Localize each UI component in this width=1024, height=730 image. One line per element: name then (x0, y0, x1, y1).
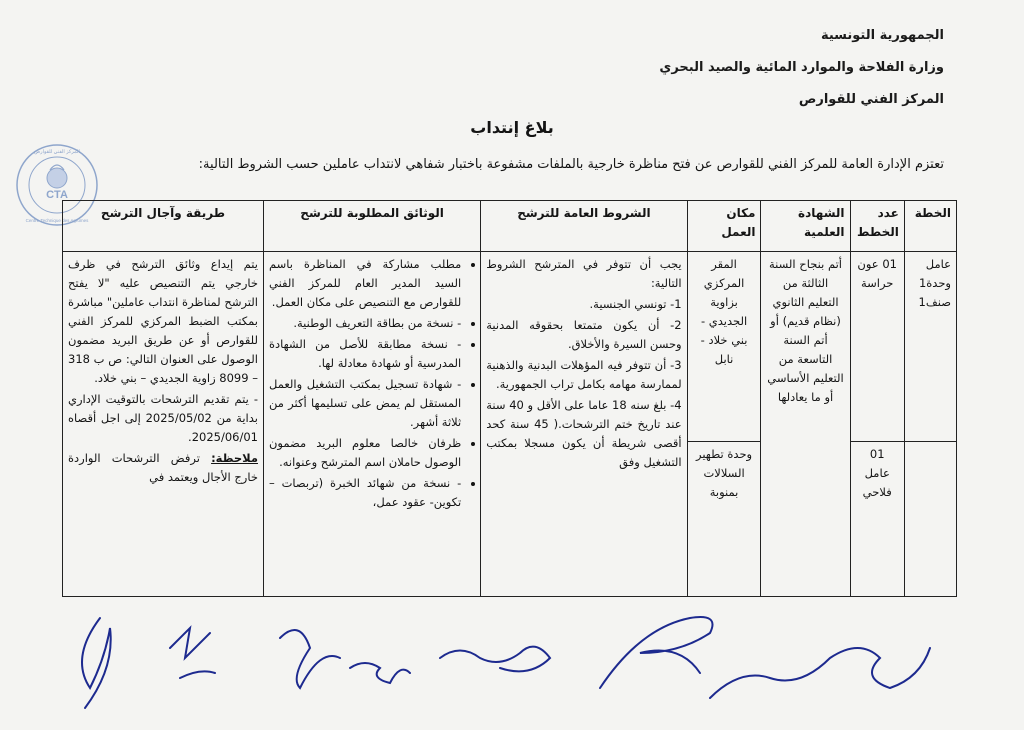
note-label: ملاحظة: (211, 451, 258, 465)
count-cell (850, 252, 904, 597)
workplace-row1: المقر المركزي بزاوية الجديدي - بني خلاد - نابل (688, 252, 761, 442)
condition-2: 2- أن يكون متمتعا بحقوقه المدنية وحسن السيرة والأخلاق. (486, 318, 682, 351)
count-row2: 01 عامل فلاحي (862, 447, 892, 499)
signature-1 (82, 618, 111, 708)
document-item: • - نسخة من شهائد الخبرة (تربصات – تكوين- عقود عمل، (269, 474, 461, 512)
header-plan: الخطة (904, 201, 956, 252)
header-center: المركز الفني للقوارص (798, 92, 944, 107)
signature-6 (710, 648, 930, 698)
certificate-cell: أتم بنجاح السنة الثالثة من التعليم الثانوي (نظام قديم) أو أتم السنة التاسعة من التعليم الأساسي أو ما يعادلها (761, 252, 850, 597)
recruitment-table (62, 200, 957, 597)
header-republic: الجمهورية التونسية (820, 28, 944, 43)
method-note (68, 449, 258, 487)
plan-cell (904, 252, 956, 597)
documents-list (269, 255, 475, 512)
document-item: • - نسخة مطابقة للأصل من الشهادة المدرسية أو شهادة معادلة لها. (269, 335, 461, 373)
document-item: • - شهادة تسجيل بمكتب التشغيل والعمل المستقل لم يمض على تسليمها أكثر من ثلاثة أشهر. (269, 375, 461, 432)
signatures (60, 598, 960, 718)
condition-1: 1- تونسي الجنسية. (589, 297, 682, 311)
header-workplace: مكان العمل (687, 201, 761, 252)
svg-text:المركز الفني للقوارص: المركز الفني للقوارص (34, 149, 80, 155)
header-method: طريقة وآجال الترشح (63, 201, 264, 252)
table-header-row (63, 201, 957, 252)
document-item: • - نسخة من بطاقة التعريف الوطنية. (269, 314, 461, 333)
header-count: عدد الخطط (850, 201, 904, 252)
count-row1: 01 عون حراسة (851, 252, 904, 442)
conditions-intro: يجب أن تتوفر في المترشح الشروط التالية: (486, 257, 682, 290)
method-cell (63, 252, 264, 597)
svg-text:CTA: CTA (46, 189, 68, 201)
signature-2 (170, 628, 215, 678)
documents-cell (263, 252, 480, 597)
signature-4 (440, 647, 550, 672)
signature-3 (280, 630, 410, 688)
condition-4: 4- بلغ سنه 18 عاما على الأقل و 40 سنة عند تاريخ ختم الترشحات.( 45 سنة كحد أقصى شريطة أن يكون مسجلا بمكتب التشغيل وفق (486, 398, 682, 469)
page-title: بلاغ إنتداب (470, 118, 554, 137)
header-certificate: الشهادة العلمية (761, 201, 850, 252)
svg-text:Centre Technique des Agrumes: Centre Technique des Agrumes (25, 218, 89, 223)
document-item: • ظرفان خالصا معلوم البريد مضمون الوصول حاملان اسم المترشح وعنوانه. (269, 434, 461, 472)
header-ministry: وزارة الفلاحة والموارد المائية والصيد البحري (659, 60, 944, 75)
workplace-cell (687, 252, 761, 597)
method-deadline: - يتم تقديم الترشحات بالتوقيت الإداري بداية من 2025/05/02 إلى اجل أقصاه 2025/06/01. (68, 392, 258, 444)
header-conditions: الشروط العامة للترشح (481, 201, 687, 252)
plan-row1: عامل وحدة1 صنف1 (905, 252, 956, 442)
document-item: • مطلب مشاركة في المناظرة باسم السيد المدير العام للمركز الفني للقوارص مع التنصيص على مكان العمل. (269, 255, 461, 312)
signature-5 (600, 617, 713, 688)
workplace-row2: وحدة تطهير السلالات بمنوبة (695, 447, 753, 499)
method-deposit: يتم إيداع وثائق الترشح في ظرف خارجي يتم التنصيص عليه "لا يفتح الترشح لمناظرة انتداب عاملين" مباشرة بمكتب الضبط المركزي للمركز الفني للقوارص أو عن طريق البريد مضمون الوصول على العنوان التالي: ص ب 318 – 8099 زاوية الجديدي – بني خلاد. (68, 257, 258, 385)
note-text: ترفض الترشحات الواردة خارج الأجال ويعتمد في (68, 451, 258, 484)
table-row (63, 252, 957, 597)
conditions-cell (481, 252, 687, 597)
plan-row2 (905, 442, 956, 590)
intro-paragraph: تعتزم الإدارة العامة للمركز الفني للقوارص عن فتح مناظرة خارجية بالملفات مشفوعة باختبار شفاهي لانتداب عاملين حسب الشروط التالية: (198, 157, 944, 172)
header-documents: الوثائق المطلوبة للترشح (263, 201, 480, 252)
condition-3: 3- أن تتوفر فيه المؤهلات البدنية والذهنية لممارسة مهامه بكامل تراب الجمهورية. (486, 358, 682, 391)
